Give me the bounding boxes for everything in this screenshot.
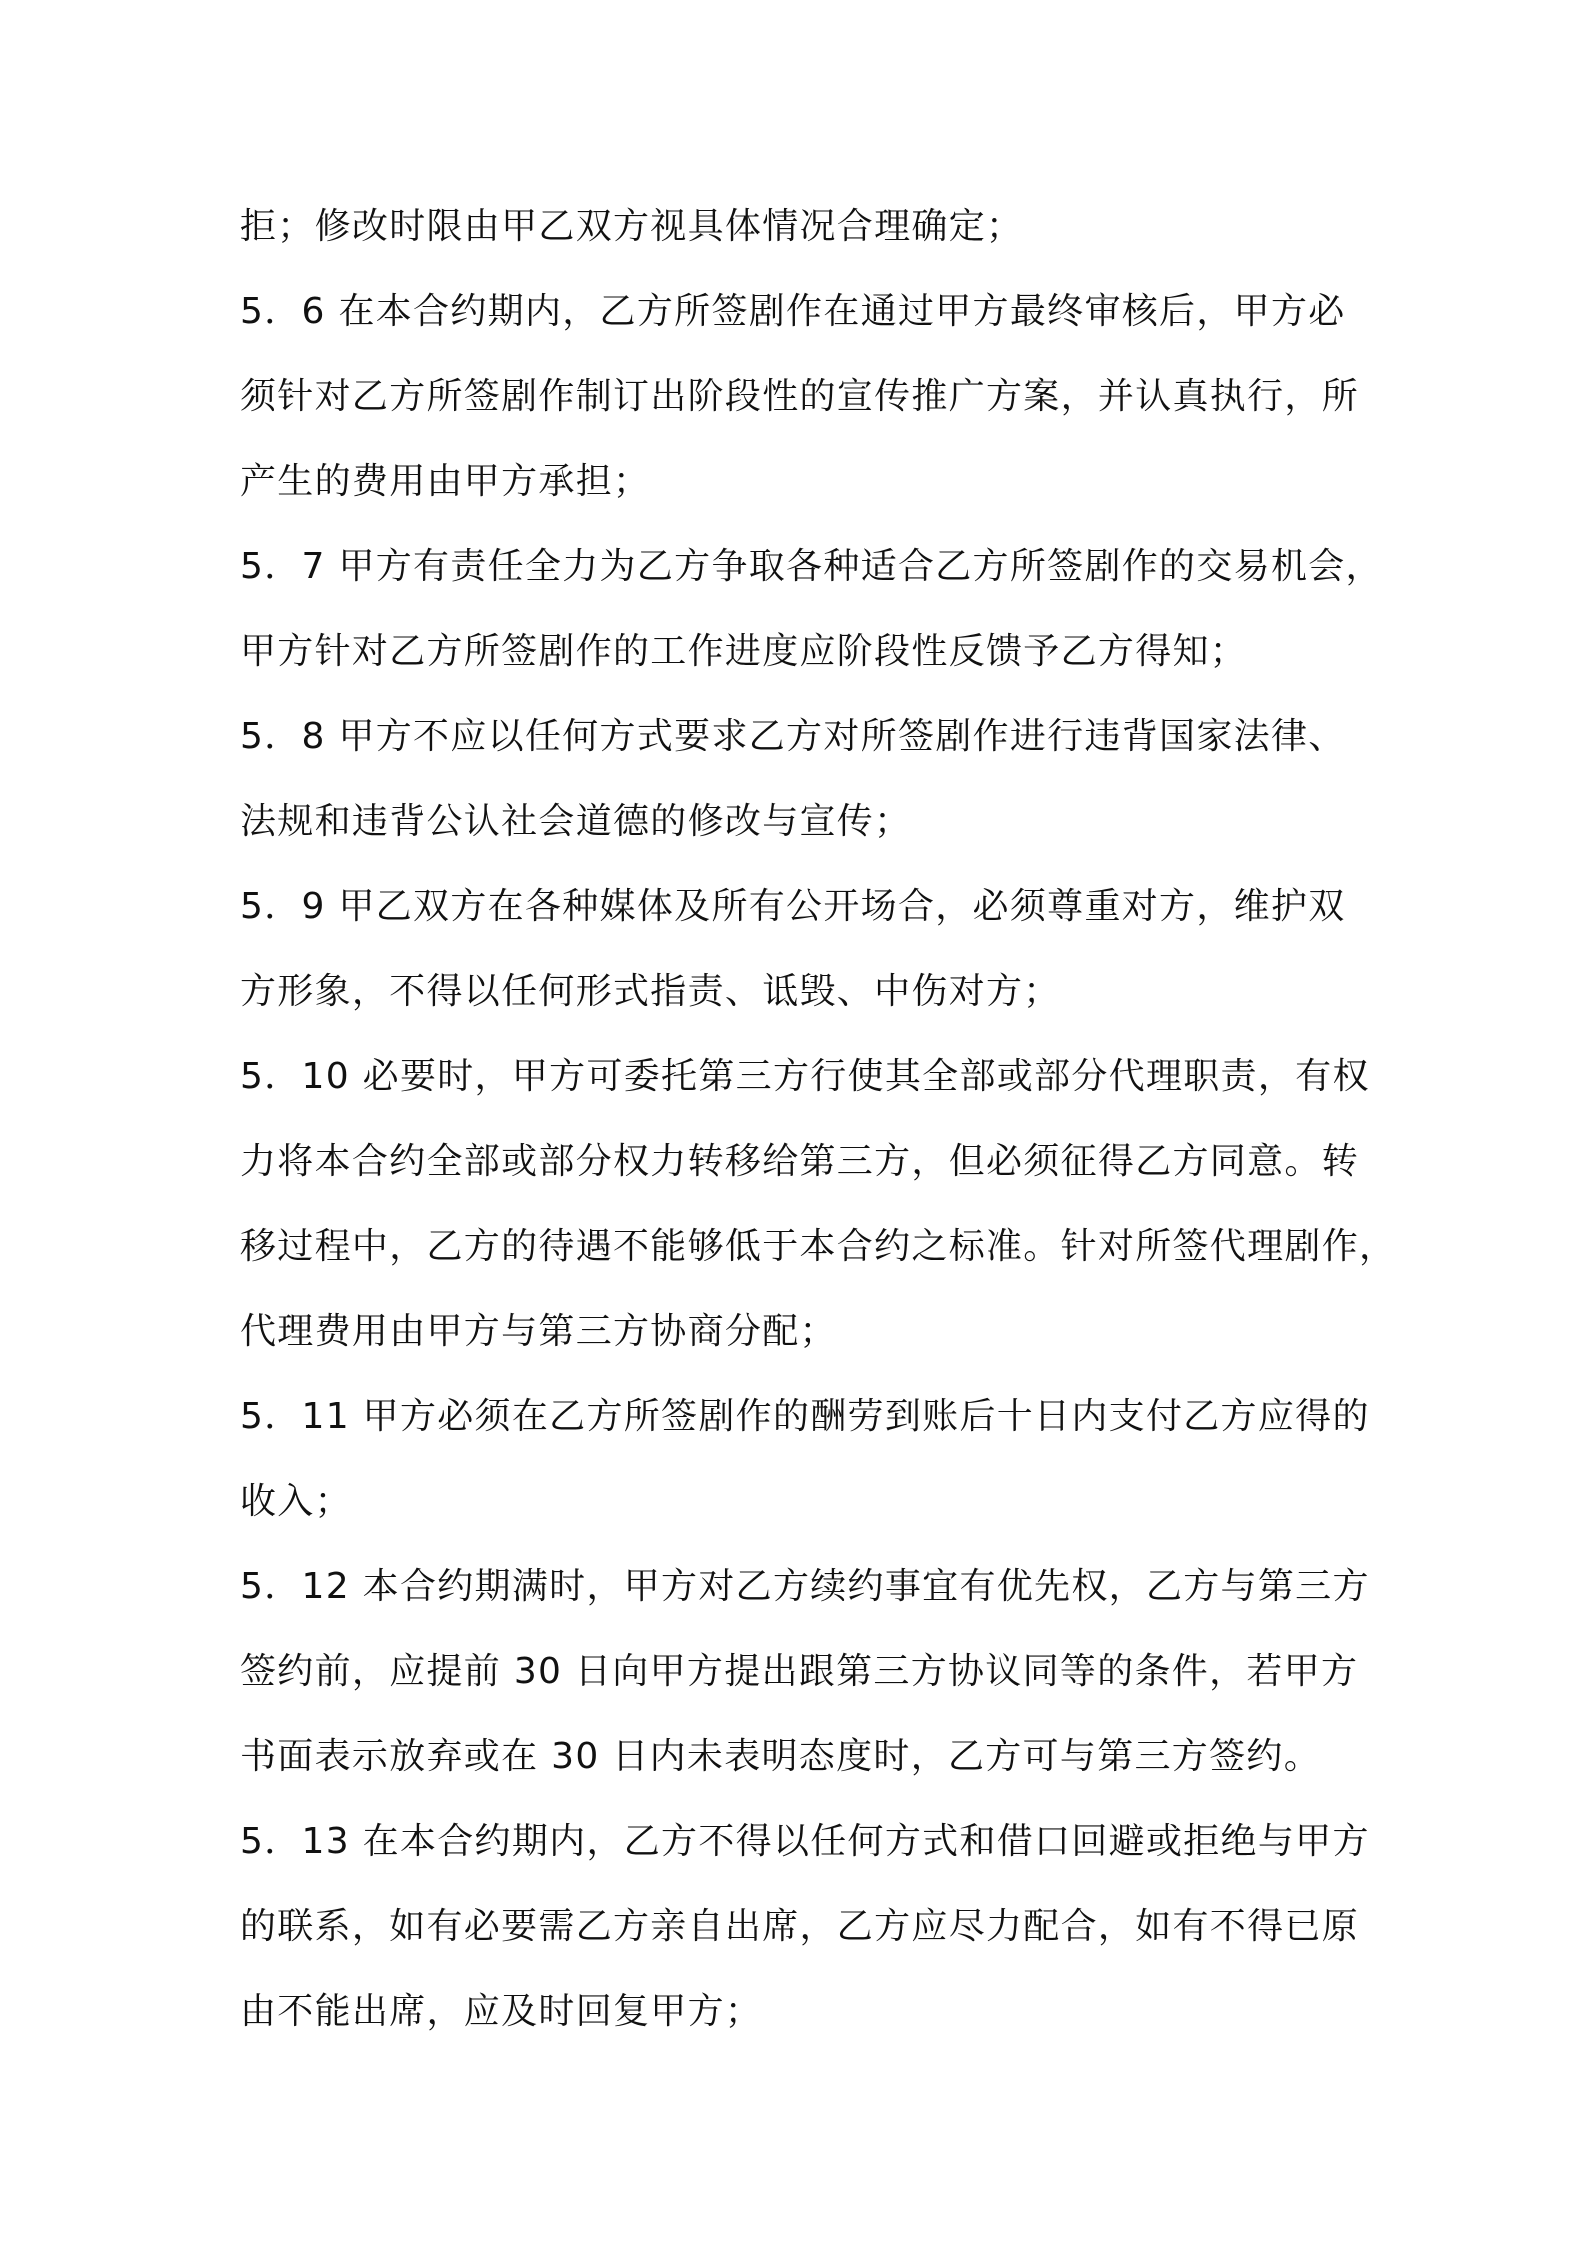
text-line: 力将本合约全部或部分权力转移给第三方，但必须征得乙方同意。转 [240, 1141, 1360, 1182]
text-line: 5．8 甲方不应以任何方式要求乙方对所签剧作进行违背国家法律、 [240, 716, 1346, 757]
text-line: 5．11 甲方必须在乙方所签剧作的酬劳到账后十日内支付乙方应得的 [240, 1396, 1370, 1437]
text-line: 甲方针对乙方所签剧作的工作进度应阶段性反馈予乙方得知； [240, 631, 1248, 672]
text-line: 法规和违背公认社会道德的修改与宣传； [240, 801, 912, 842]
text-line: 签约前，应提前 30 日向甲方提出跟第三方协议同等的条件，若甲方 [240, 1651, 1359, 1692]
text-line: 5．7 甲方有责任全力为乙方争取各种适合乙方所签剧作的交易机会， [240, 546, 1383, 587]
text-line: 5．13 在本合约期内，乙方不得以任何方式和借口回避或拒绝与甲方 [240, 1821, 1370, 1862]
text-line: 方形象，不得以任何形式指责、诋毁、中伤对方； [240, 971, 1061, 1012]
text-line: 代理费用由甲方与第三方协商分配； [240, 1311, 837, 1352]
text-line: 须针对乙方所签剧作制订出阶段性的宣传推广方案，并认真执行，所 [240, 376, 1360, 417]
text-line: 书面表示放弃或在 30 日内未表明态度时，乙方可与第三方签约。 [240, 1736, 1321, 1777]
text-line: 拒；修改时限由甲乙双方视具体情况合理确定； [240, 206, 1024, 247]
text-line: 5．9 甲乙双方在各种媒体及所有公开场合，必须尊重对方，维护双 [240, 886, 1346, 927]
text-line: 5．10 必要时，甲方可委托第三方行使其全部或部分代理职责，有权 [240, 1056, 1370, 1097]
text-line: 收入； [240, 1481, 352, 1522]
text-line: 5．12 本合约期满时，甲方对乙方续约事宜有优先权，乙方与第三方 [240, 1566, 1370, 1607]
text-line: 5．6 在本合约期内，乙方所签剧作在通过甲方最终审核后，甲方必 [240, 291, 1346, 332]
text-line: 的联系，如有必要需乙方亲自出席，乙方应尽力配合，如有不得已原 [240, 1906, 1360, 1947]
text-line: 由不能出席，应及时回复甲方； [240, 1991, 763, 2032]
text-line: 产生的费用由甲方承担； [240, 461, 651, 502]
text-line: 移过程中，乙方的待遇不能够低于本合约之标准。针对所签代理剧作， [240, 1226, 1397, 1267]
